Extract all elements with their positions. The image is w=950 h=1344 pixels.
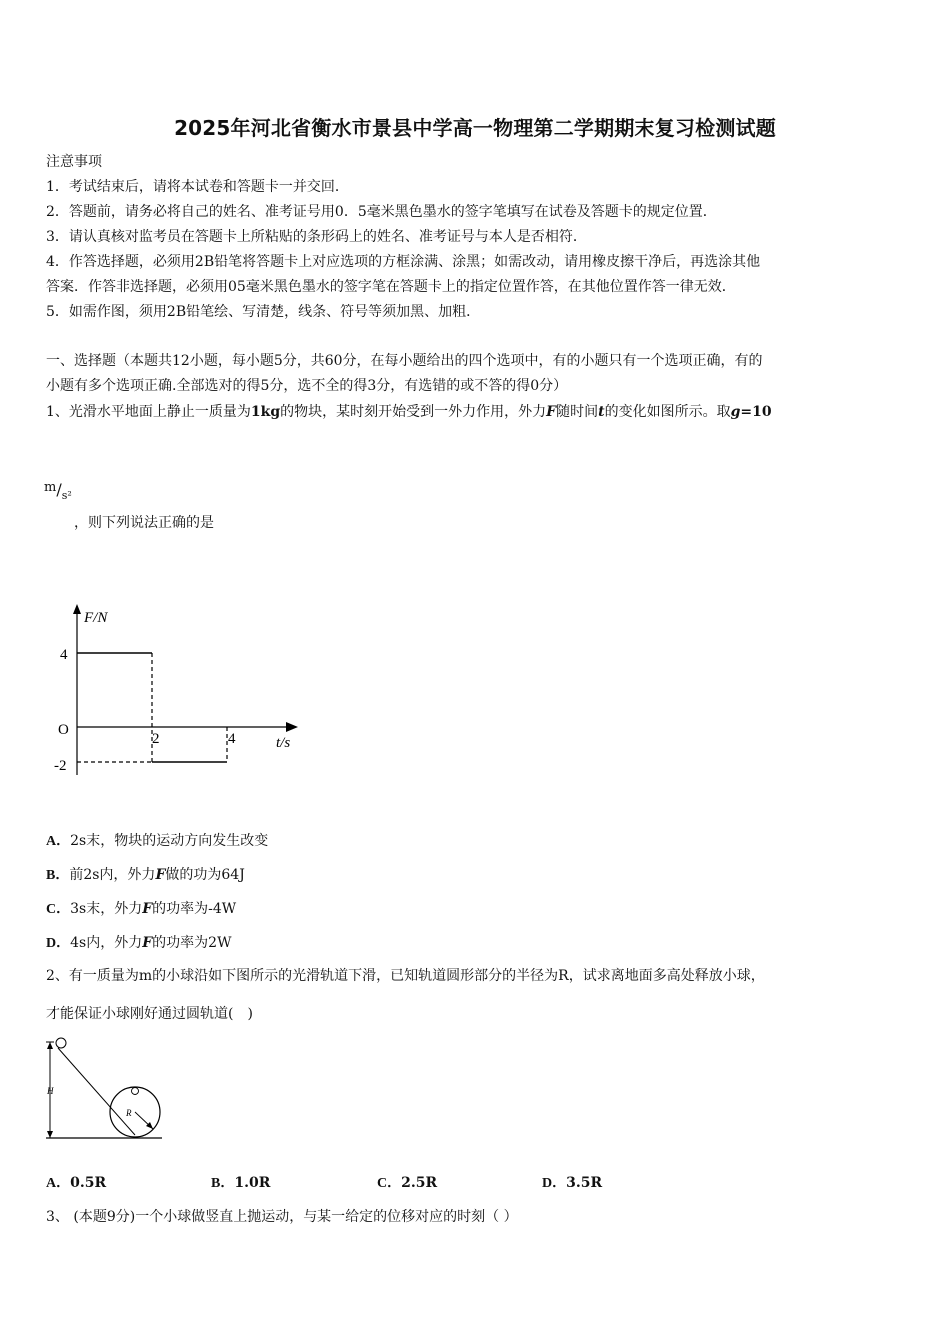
graph-tick-minus2: -2 [54,758,67,774]
graph-x-arrow [286,722,298,732]
q1-option-d[interactable] [46,932,231,952]
q1-option-b-text-2: 做的功为64J [165,867,245,883]
q1-option-a-text: 2s末，物块的运动方向发生改变 [70,833,269,849]
section-line-1: 一、选择题（本题共12小题，每小题5分，共60分，在每小题给出的四个选项中，有的小题只有一个选项正确，有的 [46,353,763,369]
q1-option-c-label: C． [46,902,71,917]
q2-option-b-label: B． [211,1176,235,1191]
q1-option-b-text: 前2s内，外力 [69,867,156,883]
q2-option-c[interactable] [377,1172,437,1192]
q1-option-c[interactable] [46,898,236,918]
q1-mass: 1kg [250,404,281,420]
graph-x-label: t/s [276,735,291,751]
q2-ball-start [56,1038,66,1048]
notice-item-5: 5．如需作图，须用2B铅笔绘、写清楚，线条、符号等须加黑、加粗． [46,304,481,320]
graph-origin: O [58,722,69,738]
q1-option-a-label: A． [46,834,71,849]
page-title: 2025年河北省衡水市景县中学高一物理第二学期期末复习检测试题 [174,116,776,140]
notice-heading: 注意事项 [46,154,102,170]
q2-option-a-label: A． [46,1176,71,1191]
notice-item-1: 1．考试结束后，请将本试卷和答题卡一并交回． [46,179,349,195]
q1-option-b[interactable] [46,864,245,884]
q2-option-a-value: 0.5R [70,1175,107,1191]
q1-unit-den: s² [61,489,72,502]
graph-y-label: F/N [84,610,108,626]
q1-text-d: 的变化如图所示。取 [604,404,731,420]
q3-stem: 3、 (本题9分)一个小球做竖直上抛运动，与某一给定的位移对应的时刻（ ） [46,1209,518,1225]
q2-option-d-label: D． [542,1176,567,1191]
notice-item-2: 2．答题前，请务必将自己的姓名、准考证号用0．5毫米黑色墨水的签字笔填写在试卷及答题卡的规定位置． [46,204,717,220]
q2-option-b[interactable] [211,1172,270,1192]
q1-text-b: 的物块，某时刻开始受到一外力作用，外力 [280,404,547,420]
q2-ball-top [132,1088,139,1095]
q1-option-b-var: F [155,867,166,883]
q1-force-time-graph [50,600,310,790]
q1-option-d-label: D． [46,936,71,951]
q2-option-a[interactable] [46,1172,106,1192]
q1-unit-num: m [44,480,57,495]
q2-line-1: 2、有一质量为m的小球沿如下图所示的光滑轨道下滑，已知轨道圆形部分的半径为R，试求离地面多高处释放小球， [46,968,765,984]
q2-option-b-value: 1.0R [234,1175,271,1191]
q1-option-c-var: F [142,901,153,917]
q1-unit: $m/_{s^2}$ [44,480,72,502]
q1-option-a[interactable] [46,830,268,850]
notice-item-4: 4．作答选择题，必须用2B铅笔将答题卡上对应选项的方框涂满、涂黑；如需改动，请用橡皮擦干净后，再选涂其他 [46,254,761,270]
section-line-2: 小题有多个选项正确.全部选对的得5分，选不全的得3分，有选错的或不答的得0分） [46,378,568,394]
q1-stem [46,402,772,422]
q1-option-c-text: 3s末，外力 [70,901,143,917]
q1-option-d-text: 4s内，外力 [70,935,143,951]
notice-item-3: 3．请认真核对监考员在答题卡上所粘贴的条形码上的姓名、准考证号与本人是否相符． [46,229,587,245]
q1-var-F: F [546,404,557,420]
q1-g-value: =10 [740,404,772,420]
graph-tick-x2: 2 [152,731,160,747]
q2-option-d[interactable] [542,1172,602,1192]
q2-height-label: H [47,1086,54,1096]
q1-var-g: g [730,404,741,420]
q1-option-d-var: F [142,935,153,951]
q1-option-b-label: B． [46,868,70,883]
q1-text-a: 1、光滑水平地面上静止一质量为 [46,404,251,420]
graph-tick-x4: 4 [228,731,236,747]
q1-option-d-text-2: 的功率为2W [152,935,232,951]
q2-option-c-value: 2.5R [401,1175,438,1191]
q1-var-t: t [598,404,605,420]
notice-item-4-cont: 答案．作答非选择题，必须用05毫米黑色墨水的签字笔在答题卡上的指定位置作答，在其他位置作答一律无效． [46,279,736,295]
q2-line-2: 才能保证小球刚好通过圆轨道( ) [46,1006,253,1022]
q1-text-c: 随时间 [556,404,599,420]
graph-tick-4: 4 [60,647,68,663]
q1-option-c-text-2: 的功率为-4W [152,901,237,917]
graph-y-arrow [73,604,81,614]
q2-incline [58,1048,135,1135]
q2-radius-label: R [126,1108,132,1118]
q2-option-c-label: C． [377,1176,402,1191]
q2-option-d-value: 3.5R [566,1175,603,1191]
q2-loop-track-figure [40,1034,170,1146]
q1-text-e: ，则下列说法正确的是 [74,515,214,531]
